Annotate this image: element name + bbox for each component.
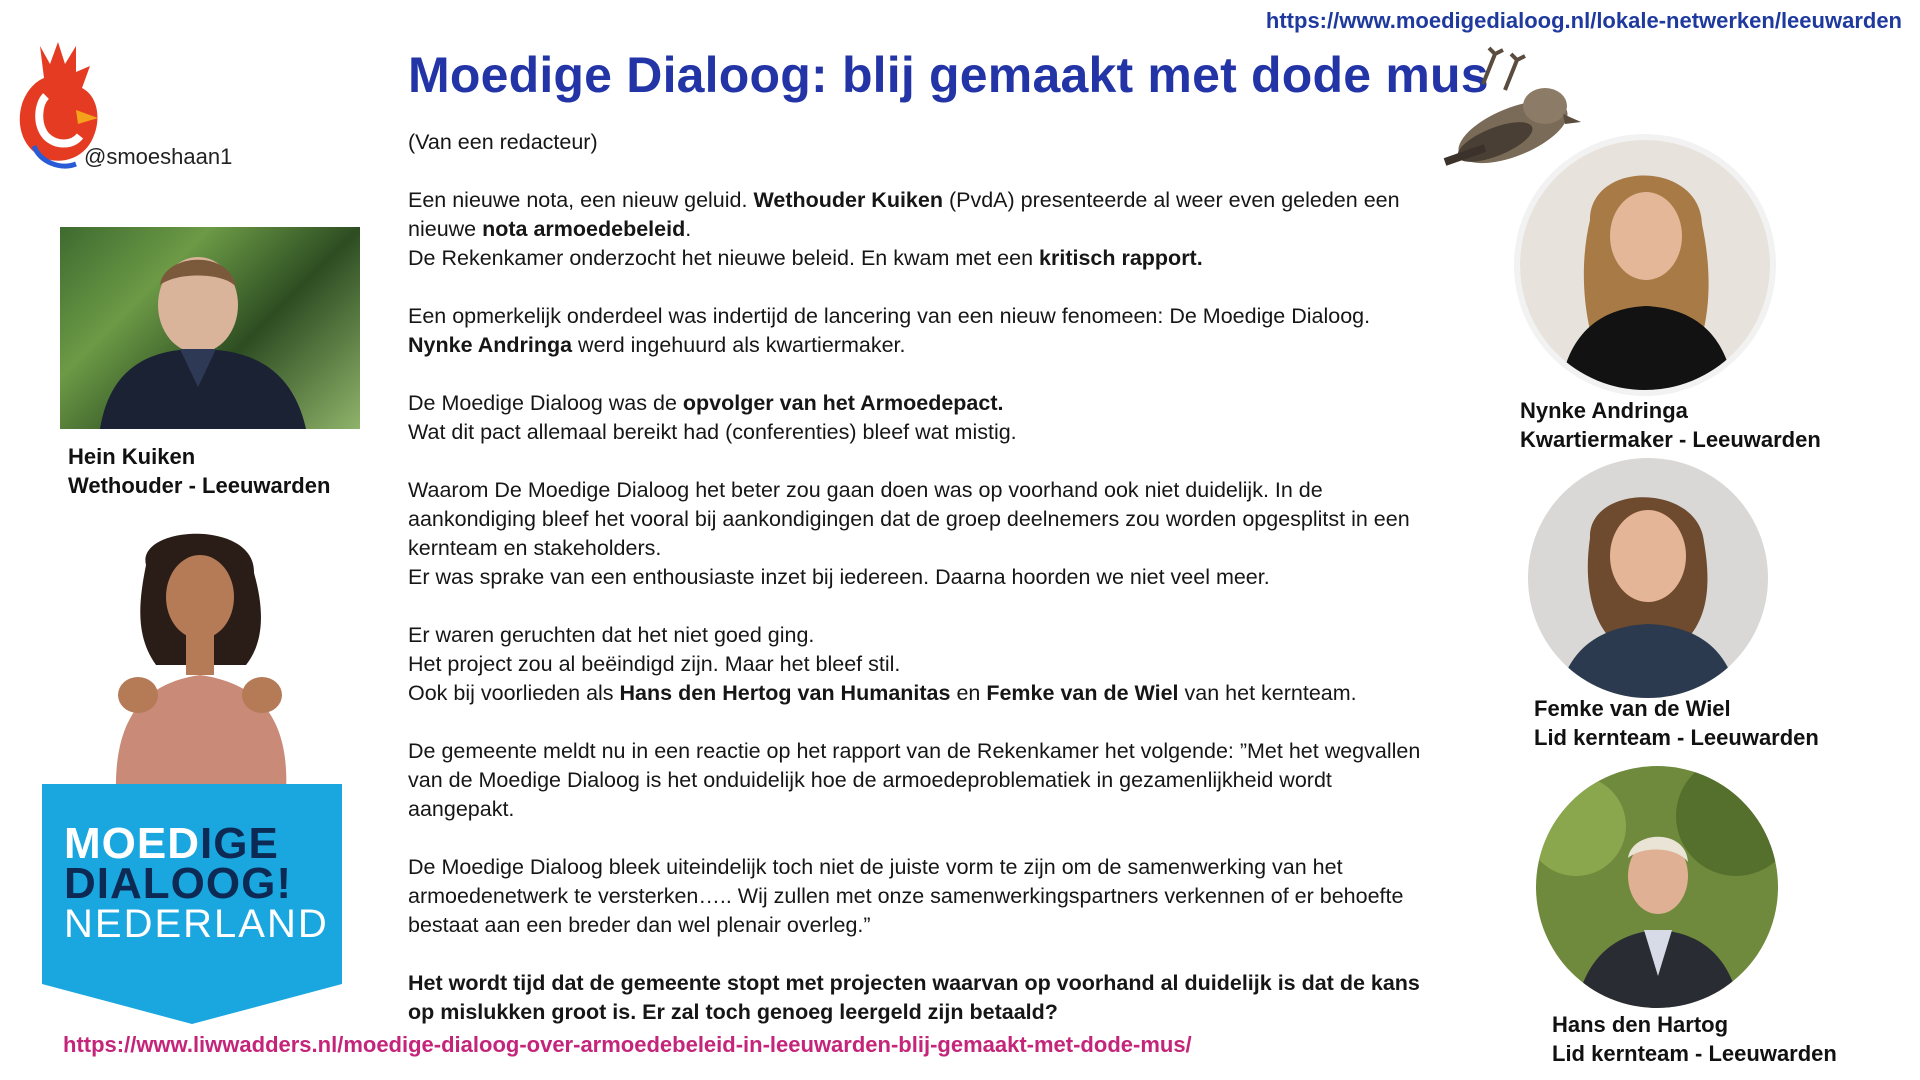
femke-van-de-wiel-caption: [1534, 694, 1819, 752]
hein-kuiken-caption: [68, 442, 330, 500]
femke-van-de-wiel-photo: [1528, 458, 1768, 698]
article-byline: (Van een redacteur): [408, 130, 598, 154]
person-role: Lid kernteam - Leeuwarden: [1552, 1041, 1837, 1066]
article-paragraph-6: De gemeente meldt nu in een reactie op het rapport van de Rekenkamer het volgende: ”Met het wegvallen van de Moedige Dialoog is het onduidelijk hoe de armoedeproblematiek in gezamenlijkheid wordt aangepakt.: [408, 739, 1421, 821]
dead-sparrow-image: [1425, 44, 1585, 174]
person-name: Nynke Andringa: [1520, 398, 1688, 423]
moedige-dialoog-url-link[interactable]: https://www.moedigedialoog.nl/lokale-netwerken/leeuwarden: [1265, 8, 1902, 33]
article-conclusion: Het wordt tijd dat de gemeente stopt met projecten waarvan op voorhand al duidelijk is dat de kans op mislukken groot is. Er zal toch genoeg leergeld zijn betaald?: [408, 971, 1420, 1024]
hans-den-hartog-caption: [1552, 1010, 1837, 1068]
article-body: [408, 128, 1438, 1027]
page-title: Moedige Dialoog: blij gemaakt met dode mus: [408, 47, 1489, 103]
article-paragraph-2: Een opmerkelijk onderdeel was indertijd de lancering van een nieuw fenomeen: De Moedige Dialoog. Nynke Andringa werd ingehuurd als kwartiermaker.: [408, 304, 1371, 357]
person-name: Hans den Hartog: [1552, 1012, 1729, 1037]
article-paragraph-5: Er waren geruchten dat het niet goed ging. Het project zou al beëindigd zijn. Maar het bleef stil. Ook bij voorlieden als Hans den Hertog van Humanitas en Femke van de Wiel van het kernteam.: [408, 623, 1357, 705]
twitter-handle: @smoeshaan1: [84, 144, 233, 169]
article-paragraph-3: De Moedige Dialoog was de opvolger van het Armoedepact. Wat dit pact allemaal bereikt had (conferenties) bleef wat mistig.: [408, 391, 1017, 444]
person-role: Lid kernteam - Leeuwarden: [1534, 725, 1819, 750]
person-role: Wethouder - Leeuwarden: [68, 473, 331, 498]
nynke-andringa-caption: [1520, 396, 1821, 454]
moedige-dialoog-nederland-logo: MOEDIGE DIALOOG! NEDERLAND: [42, 784, 342, 1024]
liwwadders-source-link[interactable]: https://www.liwwadders.nl/moedige-dialoog-over-armoedebeleid-in-leeuwarden-blij-gemaakt-met-dode-mus/: [63, 1032, 1192, 1057]
person-name: Hein Kuiken: [68, 444, 196, 469]
article-paragraph-4: Waarom De Moedige Dialoog het beter zou gaan doen was op voorhand ook niet duidelijk. In de aankondiging bleef het vooral bij aankondigingen dat de groep deelnemers zou worden opgesplitst in een kernteam en stakeholders. Er was sprake van een enthousiaste inzet bij iedereen. Daarna hoorden we niet veel meer.: [408, 478, 1410, 589]
woman-gesture-photo: [86, 525, 316, 793]
hans-den-hartog-photo: [1536, 766, 1778, 1008]
nynke-andringa-photo: [1520, 140, 1770, 390]
article-paragraph-1: Een nieuwe nota, een nieuw geluid. Wethouder Kuiken (PvdA) presenteerde al weer even geleden een nieuwe nota armoedebeleid. De Rekenkamer onderzocht het nieuwe beleid. En kwam met een kritisch rapport.: [408, 188, 1400, 270]
person-name: Femke van de Wiel: [1534, 696, 1731, 721]
person-role: Kwartiermaker - Leeuwarden: [1520, 427, 1821, 452]
article-paragraph-7: De Moedige Dialoog bleek uiteindelijk toch niet de juiste vorm te zijn om de samenwerking van het armoedenetwerk te versterken….. Wij zullen met onze samenwerkingspartners verkennen of er behoefte bestaat aan een breder dan wel plenair overleg.”: [408, 855, 1404, 937]
hein-kuiken-photo: [60, 227, 360, 429]
